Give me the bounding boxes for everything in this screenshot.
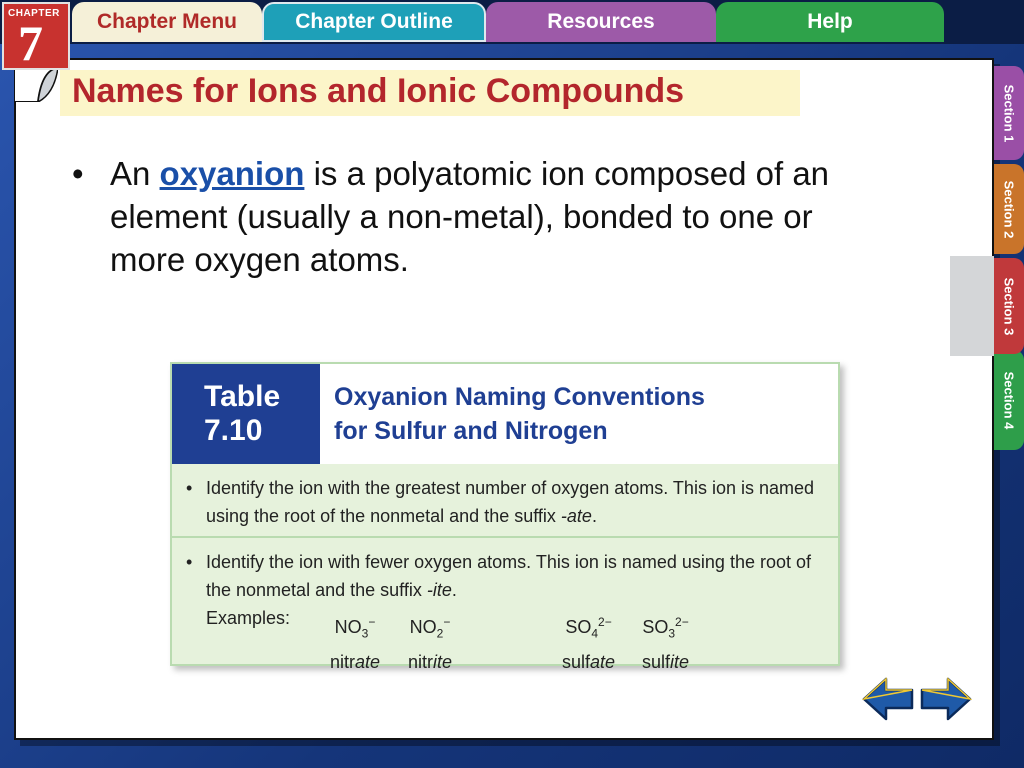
sidebar-item-section-1[interactable] xyxy=(994,66,1024,160)
chapter-badge[interactable] xyxy=(2,2,70,70)
formula-base: NO xyxy=(409,617,437,637)
arrow-right-icon[interactable] xyxy=(920,676,972,722)
formula-base: SO xyxy=(642,617,669,637)
name-root: sulf xyxy=(562,651,591,672)
rule-ate-text xyxy=(206,474,826,530)
table-number xyxy=(172,364,320,464)
name-suffix: ite xyxy=(670,651,690,672)
chapter-label: CHAPTER xyxy=(8,8,60,19)
rule-bullet: • xyxy=(186,478,193,498)
table-title-line2: for Sulfur and Nitrogen xyxy=(334,417,608,445)
table-title xyxy=(334,380,834,448)
current-section-highlight xyxy=(950,256,994,356)
name-root: nitr xyxy=(408,651,434,672)
rule-ate-body: Identify the ion with the greatest number of oxygen atoms. This ion is named using the root of the nonmetal and the suffix xyxy=(206,478,815,526)
bullet-text xyxy=(110,152,832,281)
formula-charge: 2− xyxy=(598,615,612,629)
rule-ite-body: Identify the ion with fewer oxygen atoms. This ion is named using the root of the nonmetal and the suffix xyxy=(206,552,811,600)
table-row xyxy=(172,538,838,672)
oxyanion-table-figure xyxy=(170,362,840,672)
tab-chapter-outline[interactable]: Chapter Outline xyxy=(262,2,486,42)
formula-base: SO xyxy=(565,617,592,637)
tab-help[interactable]: Help xyxy=(716,2,944,42)
sidebar-item-section-3[interactable] xyxy=(994,258,1024,354)
chapter-number: 7 xyxy=(18,15,43,71)
rule-bullet: • xyxy=(186,552,193,572)
slide-title: Names for Ions and Ionic Compounds xyxy=(72,72,685,110)
name-root: nitr xyxy=(330,651,356,672)
examples-label: Examples: xyxy=(206,608,291,628)
name-root: sulf xyxy=(642,651,671,672)
tab-resources[interactable]: Resources xyxy=(486,2,716,42)
bullet-rest: is a polyatomic ion composed of an element (usually a non-metal), bonded to one or more oxygen atoms. xyxy=(110,155,830,278)
top-bar-end xyxy=(944,0,1024,44)
rule-ite-end: . xyxy=(451,580,457,600)
rule-ate xyxy=(186,474,826,530)
example-sulfate xyxy=(562,608,615,676)
section-label: Section 1 xyxy=(1001,84,1017,142)
table-label: Table xyxy=(204,380,281,413)
example-nitrite xyxy=(408,608,452,676)
table-header xyxy=(172,364,838,466)
example-nitrate xyxy=(330,608,380,676)
formula-charge: − xyxy=(368,615,376,629)
formula-sub: 3 xyxy=(361,626,369,641)
tab-chapter-menu[interactable]: Chapter Menu xyxy=(72,2,262,42)
bullet-prefix: An xyxy=(110,155,160,192)
example-sulfite xyxy=(642,608,689,676)
table-row xyxy=(172,464,838,538)
formula-base: NO xyxy=(334,617,362,637)
section-label: Section 4 xyxy=(1001,371,1017,429)
rule-ate-end: . xyxy=(591,506,597,526)
name-suffix: ite xyxy=(433,651,453,672)
suffix-ate: -ate xyxy=(560,506,592,526)
arrow-left-icon[interactable] xyxy=(862,676,914,722)
table-id: 7.10 xyxy=(204,414,263,447)
sidebar-item-section-4[interactable] xyxy=(994,350,1024,450)
sidebar-item-section-2[interactable] xyxy=(994,164,1024,254)
section-label: Section 2 xyxy=(1001,180,1017,238)
formula-sub: 3 xyxy=(668,626,676,641)
formula-sub: 2 xyxy=(436,626,444,641)
suffix-ite: -ite xyxy=(426,580,452,600)
table-title-line1: Oxyanion Naming Conventions xyxy=(334,383,705,411)
rule-ite-text xyxy=(206,548,826,604)
rule-ite xyxy=(186,548,826,604)
formula-sub: 4 xyxy=(591,626,599,641)
oxyanion-link[interactable]: oxyanion xyxy=(159,155,305,192)
formula-charge: 2− xyxy=(675,615,689,629)
bullet-point xyxy=(72,152,832,281)
formula-charge: − xyxy=(443,615,451,629)
name-suffix: ate xyxy=(355,651,381,672)
bullet-dot: • xyxy=(72,155,84,192)
section-label: Section 3 xyxy=(1001,277,1017,335)
name-suffix: ate xyxy=(590,651,616,672)
